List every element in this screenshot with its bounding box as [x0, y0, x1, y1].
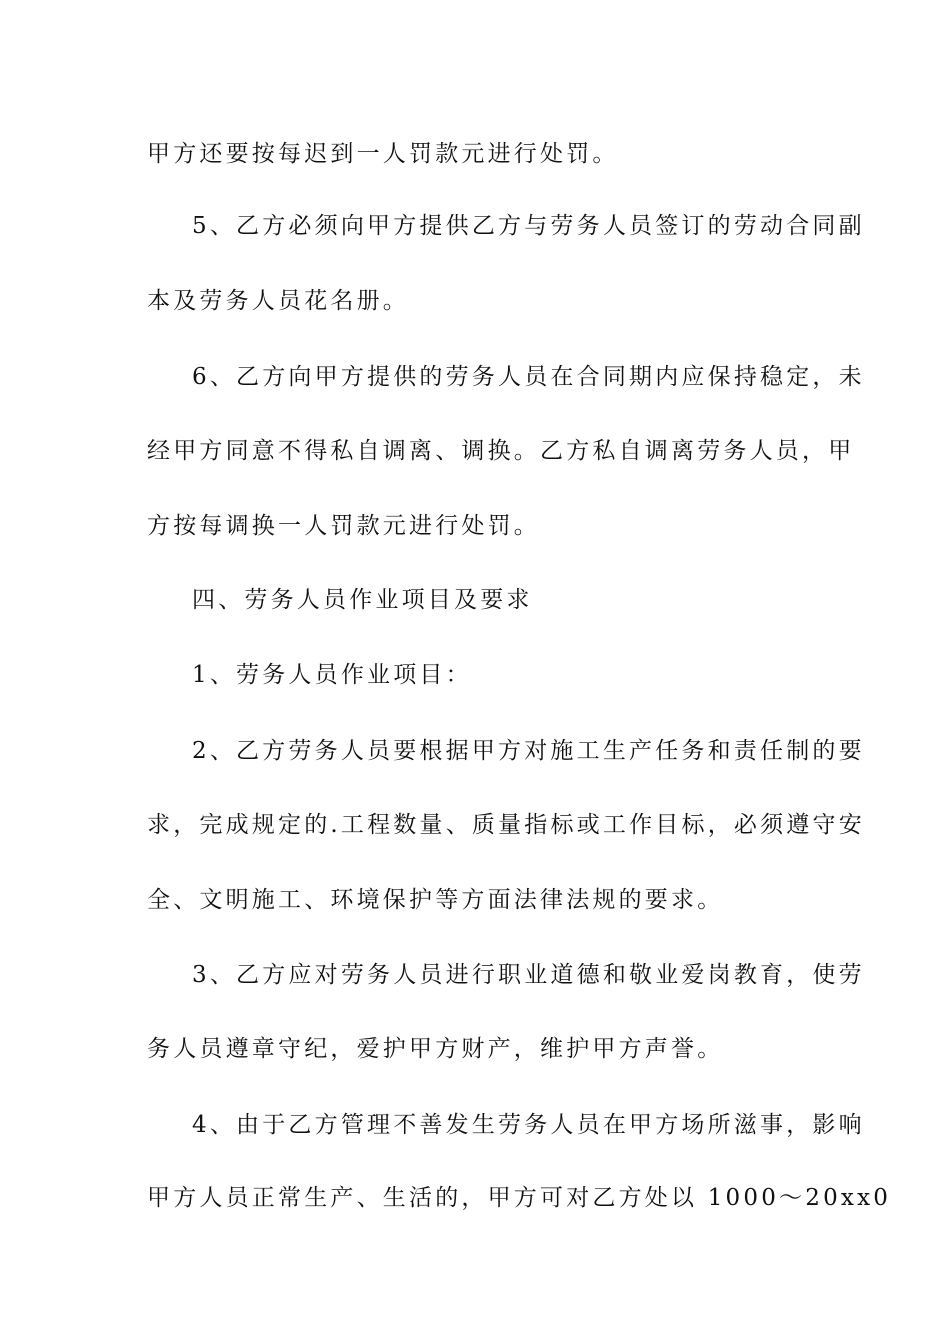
- text-line: 务人员遵章守纪，爱护甲方财产，维护甲方声誉。: [147, 1036, 724, 1062]
- text-line: 全、文明施工、环境保护等方面法律法规的要求。: [147, 887, 724, 913]
- text-line: 1、劳务人员作业项目：: [192, 662, 472, 688]
- text-line: 方按每调换一人罚款元进行处罚。: [147, 513, 540, 539]
- text-line: 本及劳务人员花名册。: [147, 288, 409, 314]
- section-heading: 四、劳务人员作业项目及要求: [192, 587, 533, 613]
- text-line: 甲方人员正常生产、生活的，甲方可对乙方处以 1000～20xx0: [147, 1185, 892, 1211]
- text-line: 经甲方同意不得私自调离、调换。乙方私自调离劳务人员，甲: [147, 438, 855, 464]
- text-line: 6、乙方向甲方提供的劳务人员在合同期内应保持稳定，未: [192, 364, 865, 390]
- text-line: 4、由于乙方管理不善发生劳务人员在甲方场所滋事，影响: [192, 1112, 865, 1138]
- text-line: 甲方还要按每迟到一人罚款元进行处罚。: [147, 141, 619, 167]
- text-line: 3、乙方应对劳务人员进行职业道德和敬业爱岗教育，使劳: [192, 962, 865, 988]
- text-line: 5、乙方必须向甲方提供乙方与劳务人员签订的劳动合同副: [192, 213, 865, 239]
- text-line: 求，完成规定的.工程数量、质量指标或工作目标，必须遵守安: [147, 812, 865, 838]
- text-line: 2、乙方劳务人员要根据甲方对施工生产任务和责任制的要: [192, 738, 865, 764]
